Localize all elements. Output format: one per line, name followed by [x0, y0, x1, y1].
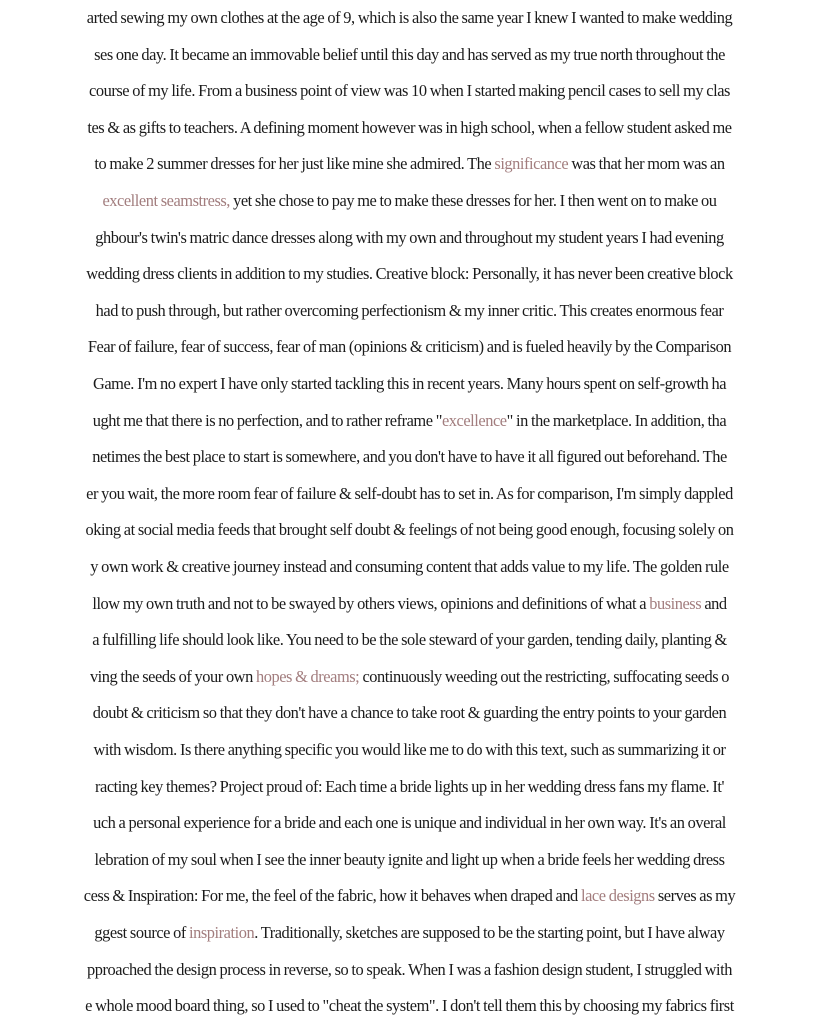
text-segment: ghbour's twin's matric dance dresses along with my own and throughout my student years I had evening: [95, 227, 724, 247]
text-line: [0, 0, 819, 36]
text-line: [0, 842, 819, 878]
text-line: [0, 476, 819, 512]
text-line: [0, 439, 819, 475]
text-line: [0, 146, 819, 182]
text-segment: y own work & creative journey instead and consuming content that adds value to my life. The golden rule: [90, 557, 729, 576]
text-segment: " in the marketplace. In addition, tha: [506, 410, 727, 430]
text-segment: er you wait, the more room fear of failure & self-doubt has to set in. As for comparison, I'm simply dappled: [86, 483, 733, 503]
text-segment: cess & Inspiration: For me, the feel of the fabric, how it behaves when draped and: [83, 886, 581, 906]
text-line: [0, 732, 819, 768]
text-segment: lebration of my soul when I see the inner beauty ignite and light up when a bride feels her wedding dress: [94, 849, 725, 869]
text-line: [0, 915, 819, 951]
text-line: [0, 549, 819, 585]
highlighted-phrase: hopes & dreams;: [255, 666, 360, 686]
text-segment: pproached the design process in reverse, so to speak. When I was a fashion design student, I struggled with: [87, 959, 732, 979]
text-segment: a fulfilling life should look like. You need to be the sole steward of your garden, tending daily, planting &: [92, 630, 727, 650]
text-line: [0, 805, 819, 841]
text-segment: uch a personal experience for a bride and each one is unique and individual in her own way. It's an overal: [93, 813, 726, 833]
text-line: [0, 220, 819, 256]
text-line: [0, 622, 819, 658]
text-line: [0, 586, 819, 622]
text-line: [0, 37, 819, 73]
text-line: [0, 183, 819, 219]
highlighted-phrase: inspiration: [189, 923, 255, 942]
text-line: [0, 695, 819, 731]
text-segment: serves as my: [654, 886, 736, 906]
text-segment: ses one day. It became an immovable belief until this day and has served as my true north throughout the: [94, 44, 725, 64]
text-segment: . Traditionally, sketches are supposed to be the starting point, but I have alway: [254, 923, 725, 942]
text-segment: had to push through, but rather overcoming perfectionism & my inner critic. This creates enormous fear: [95, 300, 724, 320]
text-line: [0, 110, 819, 146]
text-line: [0, 878, 819, 914]
text-segment: Game. I'm no expert I have only started tackling this in recent years. Many hours spent on self-growth ha: [92, 374, 727, 393]
text-segment: wedding dress clients in addition to my studies. Creative block: Personally, it has never been creative block: [86, 264, 733, 284]
text-segment: e whole mood board thing, so I used to "cheat the system". I don't tell them this by choosing my fabrics first: [85, 996, 734, 1016]
text-segment: Fear of failure, fear of success, fear of man (opinions & criticism) and is fueled heavily by the Comparison: [87, 337, 732, 357]
text-segment: with wisdom. Is there anything specific you would like me to do with this text, such as summarizing it or: [93, 740, 726, 759]
text-segment: ggest source of: [94, 923, 190, 942]
highlighted-phrase: business: [649, 593, 702, 613]
text-segment: and: [701, 593, 727, 613]
text-line: [0, 366, 819, 402]
text-line: [0, 403, 819, 439]
text-segment: arted sewing my own clothes at the age of 9, which is also the same year I knew I wanted to make wedding: [86, 8, 733, 27]
text-segment: yet she chose to pay me to make these dresses for her. I then went on to make ou: [229, 191, 717, 210]
text-segment: ving the seeds of your own: [89, 666, 256, 686]
highlighted-phrase: significance: [494, 154, 569, 174]
text-segment: course of my life. From a business point of view was 10 when I started making pencil cases to sell my clas: [89, 81, 730, 101]
text-segment: doubt & criticism so that they don't have a chance to take root & guarding the entry points to your garden: [92, 703, 727, 723]
text-line: [0, 988, 819, 1024]
highlighted-phrase: excellent seamstress,: [102, 191, 230, 210]
text-line: [0, 512, 819, 548]
text-segment: was that her mom was an: [568, 154, 725, 174]
text-line: [0, 329, 819, 365]
text-segment: tes & as gifts to teachers. A defining moment however was in high school, when a fellow student asked me: [87, 117, 732, 137]
text-segment: oking at social media feeds that brought self doubt & feelings of not being good enough, focusing solely on: [85, 520, 734, 540]
text-segment: racting key themes? Project proud of: Each time a bride lights up in her wedding dress fans my flame. It': [95, 776, 724, 796]
text-line: [0, 256, 819, 292]
text-line: [0, 952, 819, 988]
highlighted-phrase: lace designs: [580, 886, 655, 906]
text-segment: netimes the best place to start is somewhere, and you don't have to have it all figured out beforehand. The: [92, 447, 727, 467]
text-segment: ught me that there is no perfection, and to rather reframe ": [92, 410, 442, 430]
text-line: [0, 293, 819, 329]
text-segment: continuously weeding out the restricting, suffocating seeds o: [359, 666, 730, 686]
highlighted-phrase: excellence: [441, 410, 507, 430]
text-segment: to make 2 summer dresses for her just like mine she admired. The: [94, 154, 495, 174]
text-line: [0, 73, 819, 109]
text-segment: llow my own truth and not to be swayed by others views, opinions and definitions of what a: [92, 593, 650, 613]
text-line: [0, 769, 819, 805]
text-line: [0, 659, 819, 695]
